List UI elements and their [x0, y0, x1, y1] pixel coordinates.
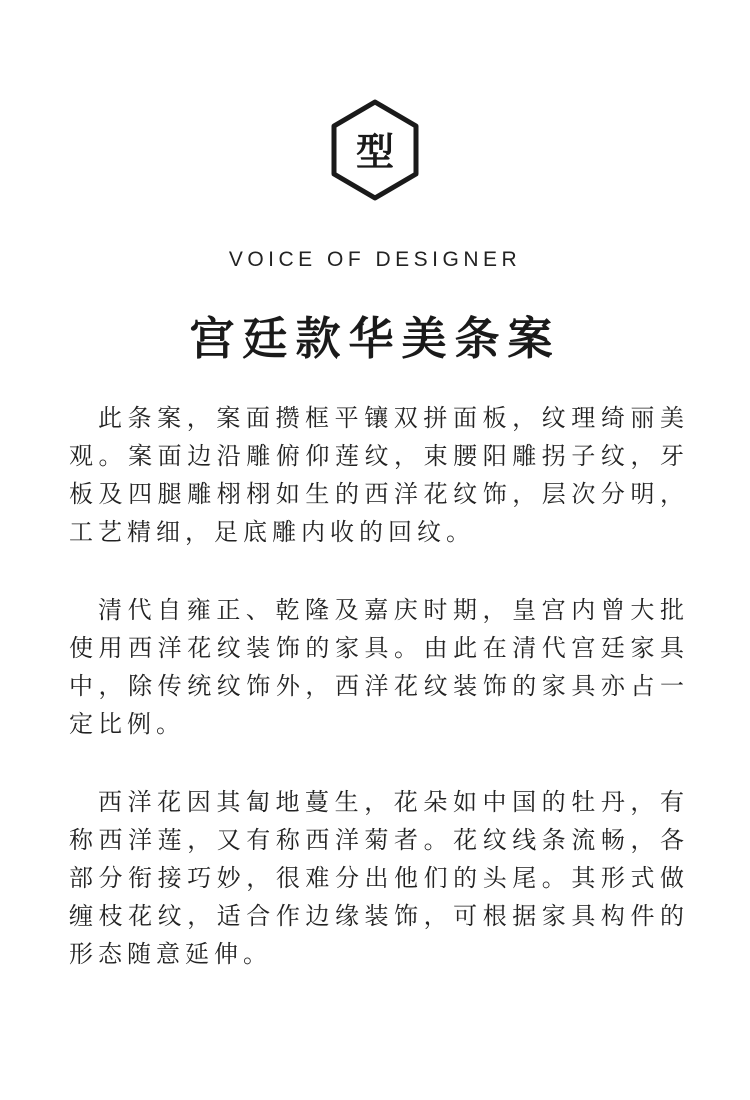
page-title: 宫廷款华美条案	[189, 312, 561, 365]
paragraph-2: 清代自雍正、乾隆及嘉庆时期，皇宫内曾大批使用西洋花纹装饰的家具。由此在清代宫廷家具中，除传统纹饰外，西洋花纹装饰的家具亦占一定比例。	[69, 596, 689, 738]
logo-character: 型	[355, 130, 395, 174]
paragraph-3: 西洋花因其匐地蔓生，花朵如中国的牡丹，有称西洋莲，又有称西洋菊者。花纹线条流畅，各部分衔接巧妙，很难分出他们的头尾。其形式做缠枝花纹，适合作边缘装饰，可根据家具构件的形态随意延伸。	[69, 788, 689, 968]
section-subtitle: VOICE OF DESIGNER	[228, 248, 522, 271]
hexagon-logo-icon	[330, 99, 420, 201]
article-body	[69, 399, 689, 1013]
paragraph-1: 此条案，案面攒框平镶双拼面板，纹理绮丽美观。案面边沿雕俯仰莲纹，束腰阳雕拐子纹，牙板及四腿雕栩栩如生的西洋花纹饰，层次分明，工艺精细，足底雕内收的回纹。	[69, 404, 689, 546]
brand-logo	[330, 99, 420, 201]
